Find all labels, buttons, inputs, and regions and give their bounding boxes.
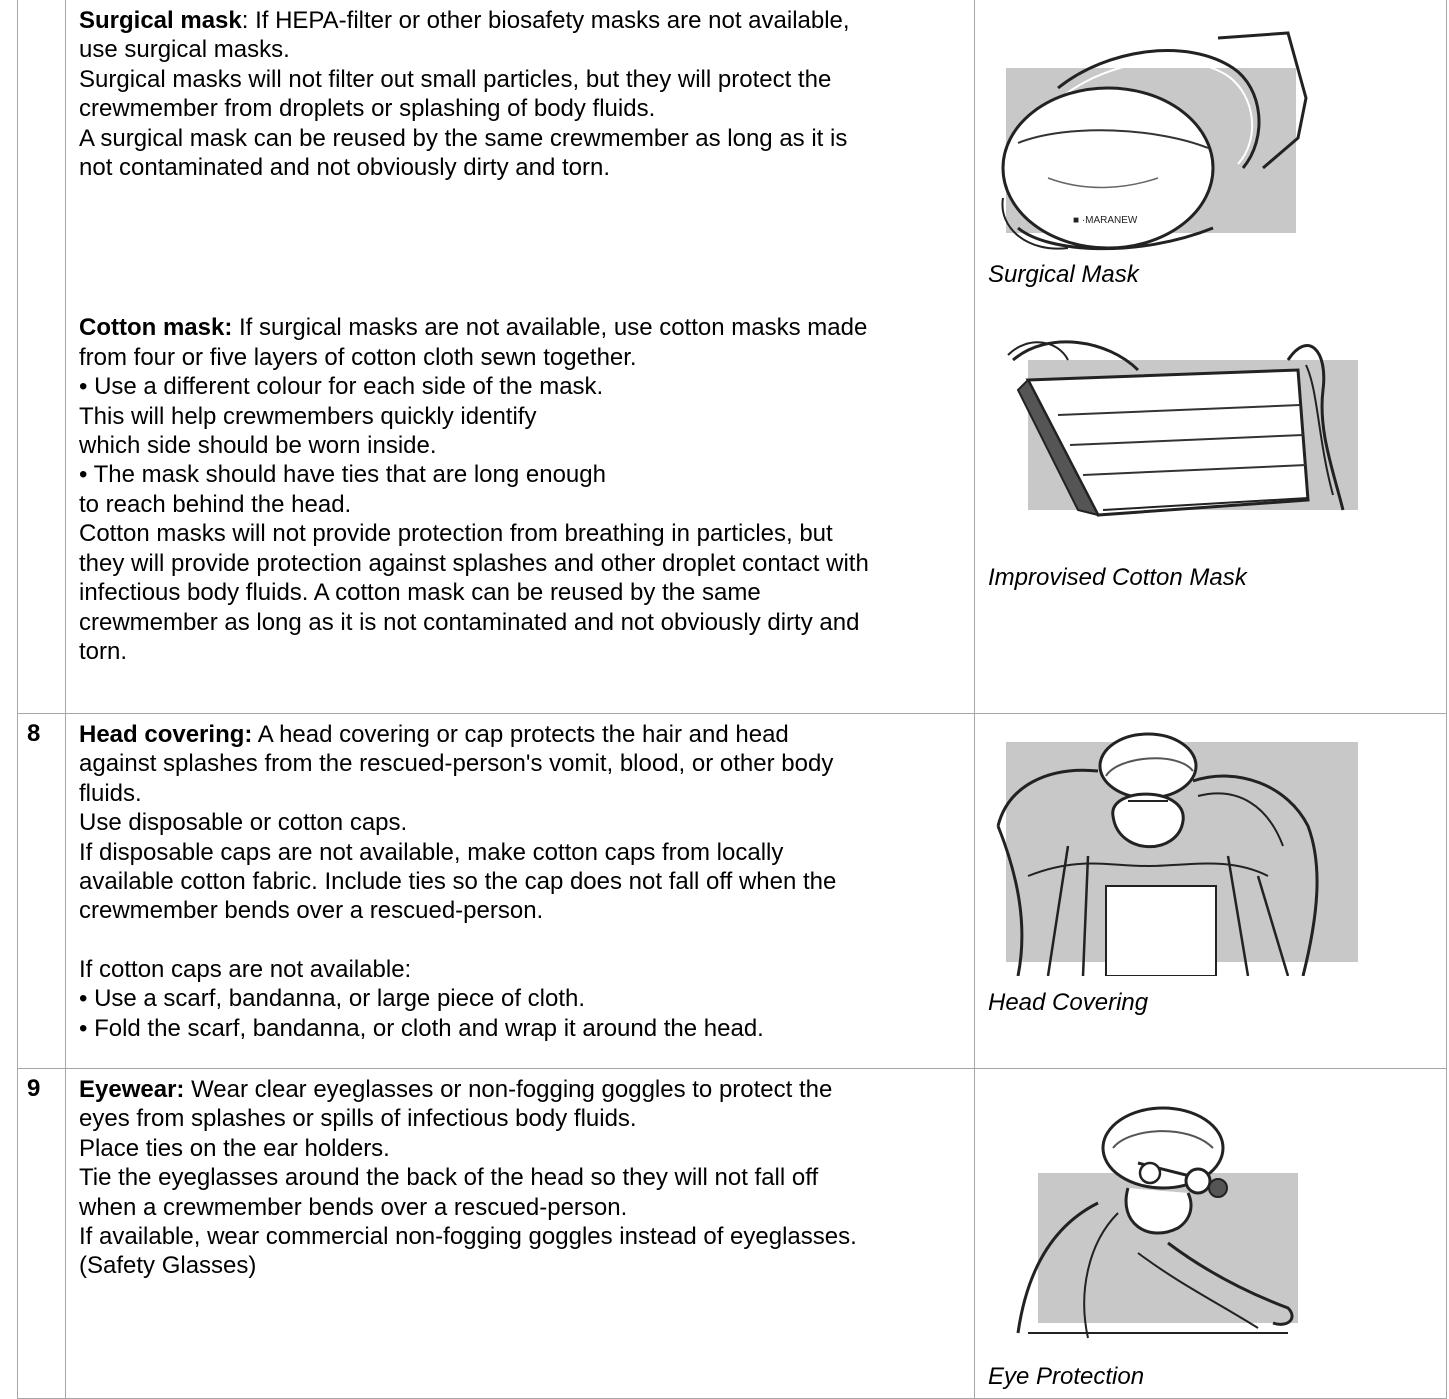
bullet-line: • Use a different colour for each side of the mask. <box>79 373 604 401</box>
head-covering-image-cell <box>975 714 1447 1069</box>
text-line: which side should be worn inside. <box>79 432 437 460</box>
text-line: crewmember from droplets or splashing of body fluids. <box>79 95 656 123</box>
text-line: when a crewmember bends over a rescued-person. <box>79 1193 628 1221</box>
table-row-eyewear <box>18 1069 1447 1399</box>
text-line: A surgical mask can be reused by the same crewmember as long as it is <box>79 124 848 152</box>
text-line: (Safety Glasses) <box>79 1252 257 1280</box>
head-covering-paragraph <box>79 720 964 926</box>
text-line: use surgical masks. <box>79 36 290 64</box>
head-covering-text-cell <box>66 714 975 1069</box>
text-line: If disposable caps are not available, make cotton caps from locally <box>79 838 784 866</box>
head-covering-caption: Head Covering <box>988 989 1149 1016</box>
text-line: from four or five layers of cotton cloth sewn together. <box>79 343 637 371</box>
eyewear-text-cell <box>66 1069 975 1399</box>
cotton-mask-caption: Improvised Cotton Mask <box>988 564 1247 591</box>
surgical-mask-heading: Surgical mask <box>79 7 242 34</box>
text-line: Place ties on the ear holders. <box>79 1134 390 1162</box>
text-line: to reach behind the head. <box>79 490 352 518</box>
text-line: If available, wear commercial non-fogging goggles instead of eyeglasses. <box>79 1223 857 1251</box>
text-line: If HEPA-filter or other biosafety masks are not available, <box>248 7 850 34</box>
table-row-masks <box>18 0 1447 714</box>
text-line: crewmember as long as it is not contaminated and not obviously dirty and <box>79 608 860 636</box>
text-line: torn. <box>79 637 128 665</box>
surgical-mask-caption: Surgical Mask <box>988 261 1139 288</box>
row-number: 8 <box>18 714 66 1069</box>
eye-protection-illustration <box>988 1093 1328 1343</box>
eyewear-image-cell <box>975 1069 1447 1399</box>
masks-image-cell <box>975 0 1447 714</box>
cotton-mask-heading: Cotton mask: <box>79 314 233 342</box>
text-line: Tie the eyeglasses around the back of the head so they will not fall off <box>79 1164 819 1192</box>
eyewear-paragraph <box>79 1075 964 1281</box>
text-line: not contaminated and not obviously dirty and torn. <box>79 154 610 182</box>
text-line: crewmember bends over a rescued-person. <box>79 897 544 925</box>
head-covering-illustration <box>988 726 1368 976</box>
text-line: This will help crewmembers quickly identify <box>79 402 537 430</box>
cotton-mask-illustration <box>988 320 1368 540</box>
cotton-mask-paragraph <box>79 313 964 666</box>
surgical-mask-illustration <box>988 28 1318 258</box>
text-line: A head covering or cap protects the hair and head <box>252 721 789 748</box>
text-line: Surgical masks will not filter out small particles, but they will protect the <box>79 65 832 93</box>
bullet-line: • Fold the scarf, bandanna, or cloth and wrap it around the head. <box>79 1014 764 1042</box>
bullet-line: • Use a scarf, bandanna, or large piece of cloth. <box>79 985 586 1013</box>
text-line: eyes from splashes or spills of infectious body fluids. <box>79 1105 637 1133</box>
row-number: 9 <box>18 1069 66 1399</box>
text-line: Cotton masks will not provide protection from breathing in particles, but <box>79 520 833 548</box>
text-line: If cotton caps are not available: <box>79 955 412 983</box>
text-line: they will provide protection against splashes and other droplet contact with <box>79 549 869 577</box>
head-covering-alt-paragraph <box>79 955 964 1043</box>
text-line: Use disposable or cotton caps. <box>79 809 408 837</box>
table-row-head-covering <box>18 714 1447 1069</box>
eyewear-heading: Eyewear: <box>79 1076 185 1103</box>
text-line: infectious body fluids. A cotton mask can be reused by the same <box>79 579 761 607</box>
masks-text-cell <box>66 0 975 714</box>
row-number <box>18 0 66 714</box>
text-line: fluids. <box>79 779 142 807</box>
svg-text:■ ·MARANEW: ■ ·MARANEW <box>1073 215 1138 226</box>
bullet-line: • The mask should have ties that are long enough <box>79 461 606 489</box>
head-covering-heading: Head covering: <box>79 721 253 748</box>
ppe-table <box>17 0 1447 1399</box>
surgical-mask-paragraph <box>79 6 964 182</box>
surgical-mask-heading-sep: : <box>241 7 249 34</box>
eye-protection-caption: Eye Protection <box>988 1363 1145 1390</box>
text-line: available cotton fabric. Include ties so the cap does not fall off when the <box>79 868 837 896</box>
text-line: against splashes from the rescued-person's vomit, blood, or other body <box>79 750 834 778</box>
text-line: Wear clear eyeglasses or non-fogging goggles to protect the <box>184 1076 833 1103</box>
text-line: If surgical masks are not available, use cotton masks made <box>232 314 868 342</box>
